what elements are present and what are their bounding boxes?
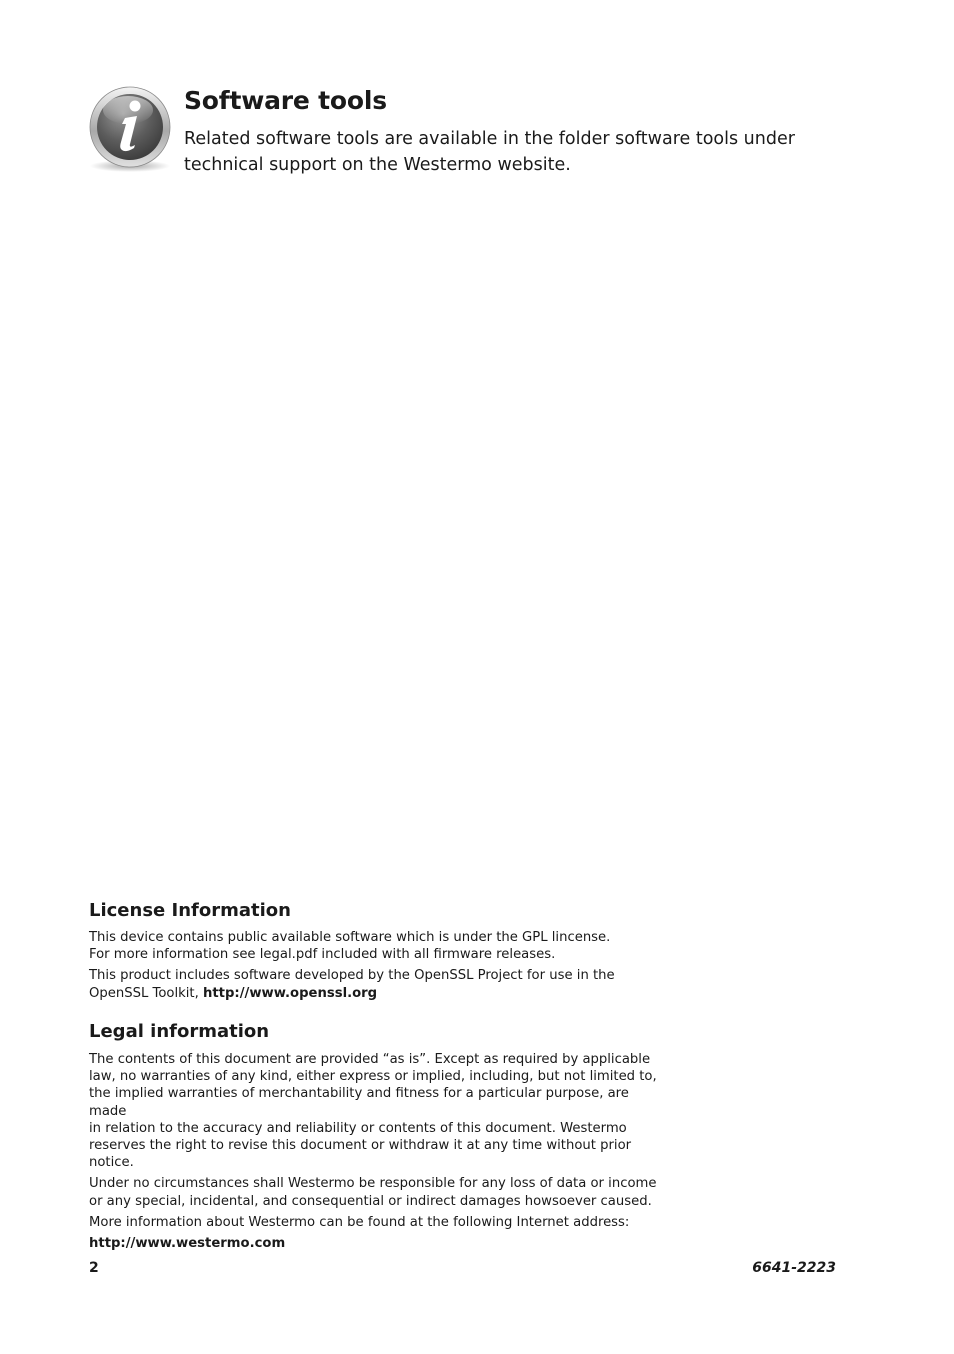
license-heading: License Information bbox=[89, 900, 291, 921]
text-line bbox=[89, 985, 669, 1002]
text-line: This device contains public available software which is under the GPL lincense. bbox=[89, 930, 611, 945]
text-line: The contents of this document are provided “as is”. Except as required by applicable bbox=[89, 1052, 651, 1067]
page-title: Software tools bbox=[184, 86, 387, 115]
legal-paragraph-1 bbox=[89, 1051, 669, 1171]
software-tools-description bbox=[184, 126, 804, 178]
description-line: technical support on the Westermo website. bbox=[184, 155, 571, 175]
legal-heading: Legal information bbox=[89, 1021, 270, 1042]
text-line: For more information see legal.pdf included with all firmware releases. bbox=[89, 947, 556, 963]
description-line: Related software tools are available in the folder software tools under bbox=[184, 129, 795, 149]
license-paragraph-1 bbox=[89, 929, 669, 963]
openssl-link[interactable]: http://www.openssl.org bbox=[202, 985, 378, 1001]
text-line: reserves the right to revise this document or withdraw it at any time without prior bbox=[89, 1138, 632, 1154]
text-line: notice. bbox=[89, 1155, 134, 1171]
text-line: or any special, incidental, and consequential or indirect damages howsoever caused. bbox=[89, 1193, 652, 1209]
text-line: law, no warranties of any kind, either express or implied, including, but not limited to, bbox=[89, 1069, 657, 1085]
westermo-link[interactable]: http://www.westermo.com bbox=[89, 1236, 286, 1252]
page-number: 2 bbox=[89, 1260, 99, 1276]
text-line: This product includes software developed by the OpenSSL Project for use in the bbox=[89, 968, 615, 984]
text-fragment: OpenSSL Toolkit, bbox=[89, 985, 203, 1001]
legal-paragraph-2 bbox=[89, 1175, 669, 1209]
license-paragraph-2 bbox=[89, 967, 669, 1001]
legal-paragraph-3: More information about Westermo can be found at the following Internet address: bbox=[89, 1214, 630, 1230]
license-section bbox=[89, 900, 669, 1002]
document-number: 6641-2223 bbox=[752, 1260, 836, 1276]
info-icon bbox=[88, 86, 174, 176]
text-line: the implied warranties of merchantability and fitness for a particular purpose, are made bbox=[89, 1086, 629, 1119]
text-line: Under no circumstances shall Westermo be responsible for any loss of data or income bbox=[89, 1176, 657, 1192]
text-line: in relation to the accuracy and reliability or contents of this document. Westermo bbox=[89, 1120, 627, 1136]
legal-section bbox=[89, 1021, 669, 1252]
